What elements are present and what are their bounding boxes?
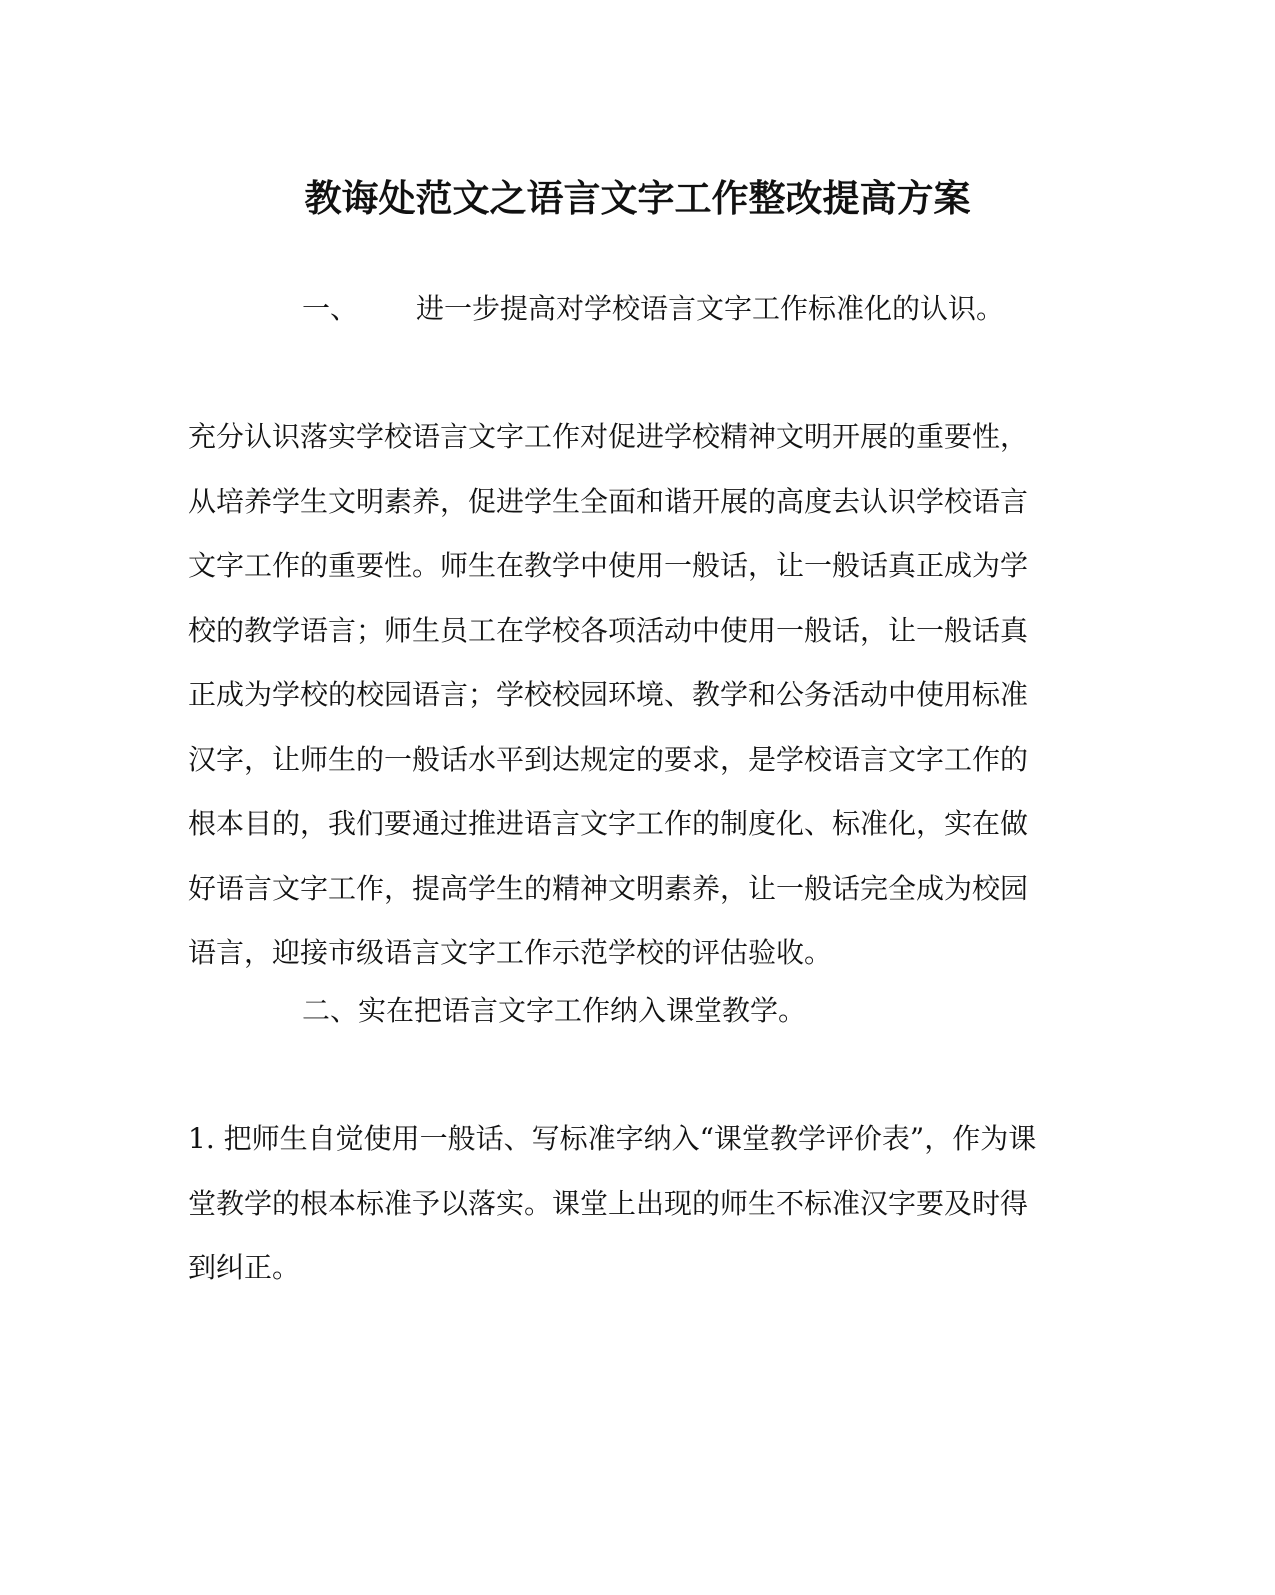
paragraph-line: 根本目的，我们要通过推进语言文字工作的制度化、标准化，实在做 [188,807,1029,840]
document-title: 教诲处范文之语言文字工作整改提高方案 [304,176,971,220]
paragraph-line: 文字工作的重要性。师生在教学中使用一般话，让一般话真正成为学 [188,549,1029,582]
paragraph-line: 1. 把师生自觉使用一般话、写标准字纳入“课堂教学评价表”，作为课 [188,1122,1037,1155]
paragraph-line: 正成为学校的校园语言；学校校园环境、教学和公务活动中使用标准 [188,678,1029,711]
section-1-heading: 进一步提高对学校语言文字工作标准化的认识。 [416,292,1005,325]
paragraph-line: 堂教学的根本标准予以落实。课堂上出现的师生不标准汉字要及时得 [188,1186,1029,1220]
section-1-number: 一、 [302,292,359,325]
section-2-heading: 二、实在把语言文字工作纳入课堂教学。 [302,994,807,1027]
paragraph-line: 从培养学生文明素养，促进学生全面和谐开展的高度去认识学校语言 [188,484,1029,518]
paragraph-line: 语言，迎接市级语言文字工作示范学校的评估验收。 [188,936,833,969]
section-2-paragraph [188,1107,1088,1301]
paragraph-line: 校的教学语言；师生员工在学校各项活动中使用一般话，让一般话真 [188,613,1029,647]
paragraph-line: 好语言文字工作，提高学生的精神文明素养，让一般话完全成为校园 [188,871,1029,905]
section-1-paragraph [188,405,1088,986]
paragraph-line: 充分认识落实学校语言文字工作对促进学校精神文明开展的重要性， [188,420,1029,453]
paragraph-line: 到纠正。 [188,1251,301,1284]
paragraph-line: 汉字，让师生的一般话水平到达规定的要求，是学校语言文字工作的 [188,742,1029,776]
